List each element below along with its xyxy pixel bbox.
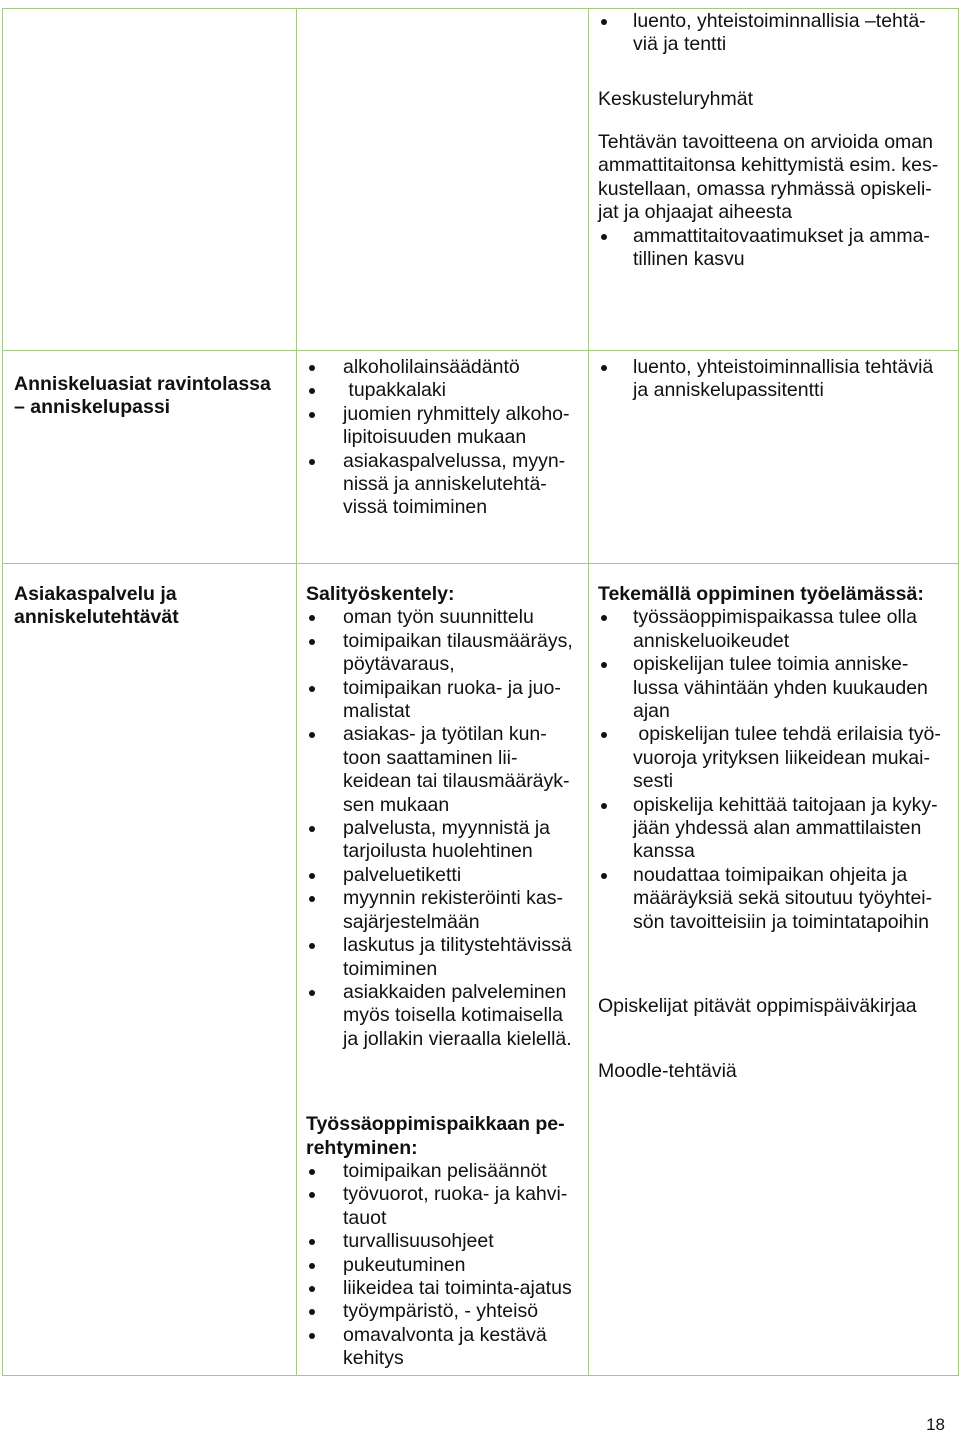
bullet-text: ammattitaitovaatimukset ja amma- tillinen kasvu: [633, 224, 930, 271]
bullet-text: opiskelija kehittää taitojaan ja kyky- jään yhdessä alan ammattilaisten kanssa: [633, 793, 938, 863]
bullet-text: myynnin rekisteröinti kas- sajärjestelmään: [343, 887, 563, 933]
bullet-text: liikeidea tai toiminta-ajatus: [343, 1276, 572, 1299]
bullet-item: [306, 1300, 588, 1323]
bullet-item: [306, 864, 588, 887]
bullet-text: palvelusta, myynnistä ja tarjoilusta huolehtinen: [343, 817, 551, 863]
bullet-item: [598, 864, 958, 934]
bullet-item: [306, 1160, 588, 1183]
bullet-icon: [309, 459, 315, 465]
bullet-icon: [309, 990, 315, 996]
bullet-text: opiskelijan tulee tehdä erilaisia työ- vuoroja yrityksen liikeidean mukai- sesti: [633, 723, 941, 793]
bullet-text: tupakkalaki: [343, 379, 446, 402]
bullet-item: [306, 403, 588, 450]
bullet-text: juomien ryhmittely alkoho- lipitoisuuden mukaan: [343, 402, 570, 449]
bullet-icon: [601, 662, 607, 668]
bullet-icon: [601, 873, 607, 879]
section-heading: Salityöskentely:: [306, 583, 455, 605]
bullet-text: toimipaikan pelisäännöt: [343, 1159, 547, 1182]
bullet-item: [306, 606, 588, 629]
bullet-item: [306, 677, 588, 724]
bullet-icon: [309, 1239, 315, 1245]
cell-row1-topic: [2, 8, 296, 350]
bullet-icon: [309, 873, 315, 879]
note-learning-diary: Opiskelijat pitävät oppimispäiväkirjaa: [598, 995, 917, 1018]
bullet-icon: [309, 388, 315, 394]
subheading: Keskusteluryhmät: [598, 88, 753, 110]
bullet-icon: [309, 732, 315, 738]
bullet-text: omavalvonta ja kestävä kehitys: [343, 1323, 547, 1370]
bullet-text: opiskelijan tulee toimia anniske- lussa vähintään yhden kuukauden ajan: [633, 653, 928, 723]
bullet-icon: [309, 639, 315, 645]
bullet-item: [306, 450, 588, 520]
cell-row3-content: [296, 563, 588, 1375]
bullet-list: [598, 10, 958, 57]
bullet-item: [306, 1277, 588, 1300]
cell-row2-methods: [588, 350, 958, 563]
bullet-icon: [309, 1263, 315, 1269]
bullet-item: [306, 630, 588, 677]
bullet-icon: [309, 826, 315, 832]
bullet-icon: [601, 732, 607, 738]
bullet-text: turvallisuusohjeet: [343, 1230, 494, 1253]
page-number: 18: [926, 1415, 945, 1434]
bullet-item: [306, 934, 588, 981]
section-heading: Työssäoppimispaikkaan pe- rehtyminen:: [306, 1113, 565, 1159]
cell-row2-topic: [2, 350, 296, 563]
bullet-text: toimipaikan tilausmääräys, pöytävaraus,: [343, 629, 573, 676]
bullet-text: työvuorot, ruoka- ja kahvi- tauot: [343, 1183, 568, 1229]
bullet-icon: [309, 1286, 315, 1292]
bullet-icon: [601, 365, 607, 371]
topic-title: Anniskeluasiat ravintolassa – anniskelupassi: [14, 373, 271, 419]
note-moodle-tasks: Moodle-tehtäviä: [598, 1060, 737, 1083]
bullet-text: työssäoppimispaikassa tulee olla anniskeluoikeudet: [633, 606, 917, 652]
bullet-icon: [309, 1192, 315, 1198]
bullet-icon: [601, 234, 607, 240]
bullet-text: palveluetiketti: [343, 863, 462, 886]
bullet-item: [598, 794, 958, 864]
cell-row3-methods: [588, 563, 958, 1375]
bullet-icon: [309, 615, 315, 621]
bullet-text: työympäristö, - yhteisö: [343, 1300, 539, 1323]
bullet-icon: [601, 803, 607, 809]
bullet-item: [598, 606, 958, 653]
bullet-list: [306, 606, 588, 1051]
bullet-item: [598, 723, 958, 793]
cell-row1-methods: [588, 8, 958, 350]
bullet-icon: [309, 686, 315, 692]
bullet-icon: [309, 1169, 315, 1175]
bullet-item: [598, 225, 958, 272]
bullet-text: luento, yhteistoiminnallisia tehtäviä ja anniskelupassitentti: [633, 356, 934, 402]
bullet-list: [306, 356, 588, 520]
bullet-item: [306, 723, 588, 817]
bullet-text: laskutus ja tilitystehtävissä toimiminen: [343, 934, 572, 980]
section-heading: Tekemällä oppiminen työelämässä:: [598, 583, 924, 605]
bullet-item: [306, 356, 588, 379]
bullet-text: asiakkaiden palveleminen myös toisella kotimaisella ja jollakin vieraalla kielellä.: [343, 980, 572, 1050]
bullet-list: [306, 1160, 588, 1371]
bullet-icon: [309, 1309, 315, 1315]
bullet-list: [598, 606, 958, 934]
bullet-list: [598, 356, 958, 403]
cell-row3-topic: [2, 563, 296, 1375]
bullet-text: pukeutuminen: [343, 1253, 466, 1276]
bullet-icon: [309, 365, 315, 371]
bullet-item: [598, 653, 958, 723]
bullet-list: [598, 225, 958, 272]
cell-row1-content: [296, 8, 588, 350]
cell-row2-content: [296, 350, 588, 563]
bullet-icon: [601, 615, 607, 621]
bullet-text: noudattaa toimipaikan ohjeita ja määräyksiä sekä sitoutuu työyhtei- sön tavoitteisiin ja toimintatapoihin: [633, 863, 933, 933]
bullet-icon: [601, 19, 607, 25]
bullet-item: [598, 356, 958, 403]
bullet-item: [306, 817, 588, 864]
topic-title: Asiakaspalvelu ja anniskelutehtävät: [14, 583, 179, 629]
bullet-item: [306, 1254, 588, 1277]
bullet-icon: [309, 943, 315, 949]
bullet-icon: [309, 1333, 315, 1339]
bullet-text: luento, yhteistoiminnallisia –tehtä- viä ja tentti: [633, 10, 926, 56]
bullet-item: [306, 379, 588, 402]
description-paragraph: Tehtävän tavoitteena on arvioida oman ammattitaitonsa kehittymistä esim. kes- kustellaan, omassa ryhmässä opiskeli- jat ja ohjaajat aiheesta: [598, 131, 939, 224]
bullet-item: [598, 10, 958, 57]
bullet-icon: [309, 896, 315, 902]
bullet-item: [306, 887, 588, 934]
bullet-text: oman työn suunnittelu: [343, 606, 534, 629]
bullet-text: asiakas- ja työtilan kun- toon saattaminen lii- keidean tai tilausmääräyk- sen mukaan: [343, 723, 570, 816]
bullet-icon: [309, 412, 315, 418]
bullet-text: alkoholilainsäädäntö: [343, 356, 520, 378]
bullet-item: [306, 1230, 588, 1253]
bullet-item: [306, 1324, 588, 1371]
bullet-text: asiakaspalvelussa, myyn- nissä ja anniskelutehtä- vissä toimiminen: [343, 449, 566, 519]
bullet-text: toimipaikan ruoka- ja juo- malistat: [343, 676, 561, 723]
bullet-item: [306, 1183, 588, 1230]
bullet-item: [306, 981, 588, 1051]
